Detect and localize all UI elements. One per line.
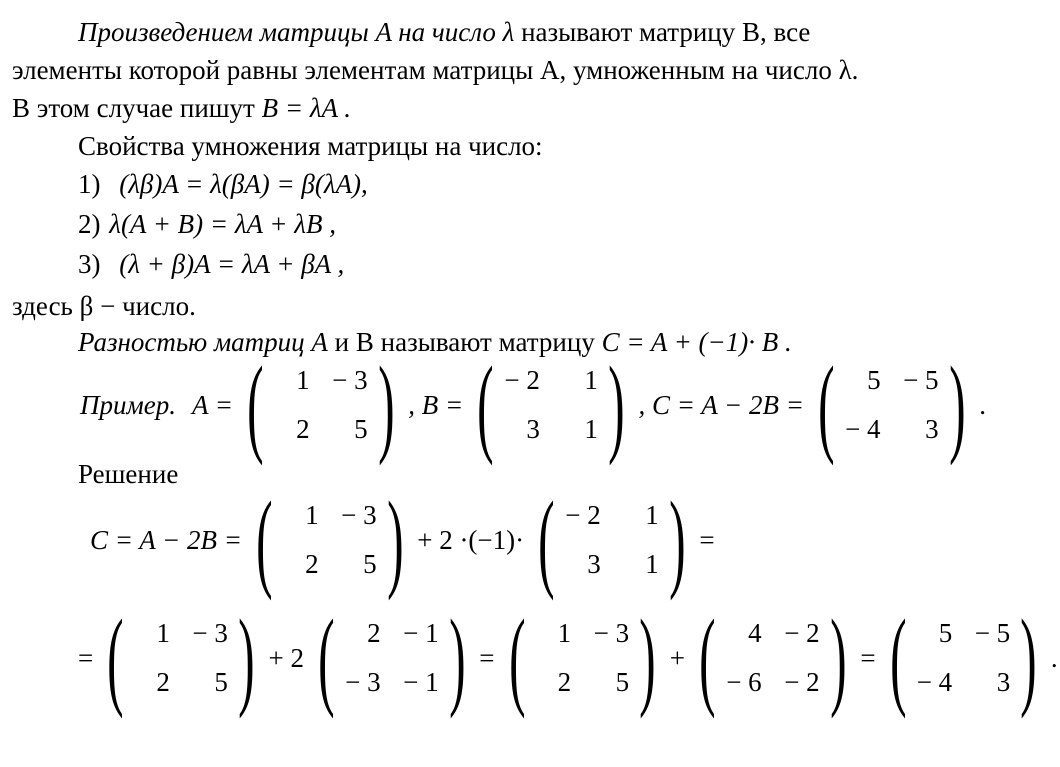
- example-row: [78, 344, 988, 466]
- matrix-cell: 1: [584, 414, 598, 444]
- matrix-cell: 1: [296, 365, 310, 395]
- matrix-cell: 5: [615, 667, 630, 697]
- matrix-cell: 1: [557, 618, 572, 648]
- solution-row-2: [76, 597, 1060, 719]
- definition-text-3: В этом случае пишут: [12, 93, 262, 123]
- example-a-eq: A =: [191, 389, 233, 420]
- matrix-cell: 4: [748, 618, 762, 648]
- matrix-cell: 1: [156, 618, 170, 648]
- example-c-eq: , C = A − 2B =: [638, 389, 804, 420]
- properties-note: здесь β − число.: [12, 291, 196, 321]
- example-end: .: [979, 389, 986, 420]
- matrix-cell: 2: [367, 618, 381, 648]
- matrix-c: ( 5 − 5 − 4 3 ): [817, 344, 966, 466]
- difference-definition: [78, 328, 792, 358]
- matrix-cell: − 3: [341, 500, 377, 530]
- matrix-cell: 1: [645, 500, 659, 530]
- matrix-cell: 1: [645, 549, 659, 579]
- matrix-cell: 1: [305, 500, 319, 530]
- difference-term: Разностью матриц A: [78, 327, 328, 357]
- matrix: ( 2 − 1 − 3 − 1 ): [318, 597, 466, 719]
- matrix-cell: − 6: [726, 667, 762, 697]
- property-3-label: 3): [78, 249, 101, 279]
- definition-line-1: [78, 18, 810, 48]
- matrix-cell: − 3: [593, 618, 630, 648]
- properties-heading: Свойства умножения матрицы на число:: [78, 131, 543, 161]
- operator: + 2: [268, 642, 304, 673]
- solution-lhs: C = A − 2B =: [90, 524, 242, 555]
- matrix-cell: 5: [867, 365, 881, 395]
- property-2: [78, 210, 336, 240]
- operator: =: [860, 642, 876, 673]
- matrix-cell: 3: [996, 667, 1011, 697]
- matrix-cell: 5: [363, 549, 377, 579]
- matrix-cell: 3: [587, 549, 601, 579]
- matrix-cell: 2: [296, 414, 310, 444]
- example-label: Пример.: [80, 389, 176, 420]
- property-2-label: 2): [78, 209, 101, 239]
- definition-line-2: элементы которой равны элементам матрицы A, умноженным на число λ.: [12, 55, 859, 85]
- solution-row-1: [88, 479, 717, 601]
- operator: + 2 ·(−1)·: [417, 524, 525, 555]
- matrix: ( 1 − 3 2 5 ): [256, 479, 404, 601]
- matrix: ( − 2 1 3 1 ): [538, 479, 686, 601]
- definition-formula: B = λA .: [261, 93, 352, 123]
- property-1: [78, 170, 368, 200]
- matrix-cell: 5: [354, 414, 368, 444]
- matrix-cell: 5: [938, 618, 953, 648]
- property-3-formula: (λ + β)A = λA + βA ,: [119, 249, 345, 279]
- matrix: ( 5 − 5 − 4 3 ): [889, 597, 1037, 719]
- property-2-formula: λ(A + B) = λA + λB ,: [109, 209, 336, 239]
- matrix-cell: − 2: [504, 365, 540, 395]
- matrix-cell: 3: [526, 414, 540, 444]
- matrix-cell: − 5: [903, 365, 939, 395]
- matrix-cell: − 5: [974, 618, 1011, 648]
- matrix-b: ( − 2 1 3 1 ): [477, 344, 625, 466]
- difference-text: и B называют матрицу: [327, 327, 602, 357]
- example-b-eq: , B =: [408, 389, 464, 420]
- matrix-cell: − 4: [916, 667, 953, 697]
- property-3: [78, 250, 344, 280]
- matrix-cell: − 2: [784, 618, 820, 648]
- definition-term: Произведением матрицы A на число λ: [78, 17, 515, 47]
- matrix-cell: − 1: [403, 618, 439, 648]
- operator: =: [78, 642, 94, 673]
- matrix-cell: 2: [156, 667, 170, 697]
- matrix: ( 4 − 2 − 6 − 2 ): [699, 597, 847, 719]
- solution-heading: Решение: [78, 459, 179, 489]
- property-1-label: 1): [78, 169, 101, 199]
- definition-line-3: [12, 94, 351, 124]
- matrix-cell: 1: [584, 365, 598, 395]
- property-1-formula: (λβ)A = λ(βA) = β(λA),: [119, 169, 368, 199]
- operator: +: [669, 642, 686, 673]
- matrix-cell: − 3: [192, 618, 228, 648]
- matrix-cell: 3: [925, 414, 939, 444]
- matrix: ( 1 − 3 2 5 ): [508, 597, 656, 719]
- operator: =: [479, 642, 495, 673]
- matrix-cell: − 3: [345, 667, 381, 697]
- difference-formula: C = A + (−1)· B .: [601, 327, 792, 357]
- operator: .: [1050, 642, 1058, 673]
- matrix-cell: − 2: [784, 667, 820, 697]
- matrix-cell: − 4: [845, 414, 881, 444]
- matrix-cell: 5: [214, 667, 228, 697]
- matrix-a: ( 1 − 3 2 5 ): [247, 344, 395, 466]
- matrix-cell: 2: [557, 667, 572, 697]
- matrix-cell: − 2: [565, 500, 601, 530]
- operator: =: [699, 524, 715, 555]
- matrix-cell: − 3: [332, 365, 368, 395]
- matrix-cell: − 1: [403, 667, 439, 697]
- matrix-cell: 2: [305, 549, 319, 579]
- matrix: ( 1 − 3 2 5 ): [107, 597, 255, 719]
- definition-text: называют матрицу B, все: [514, 17, 811, 47]
